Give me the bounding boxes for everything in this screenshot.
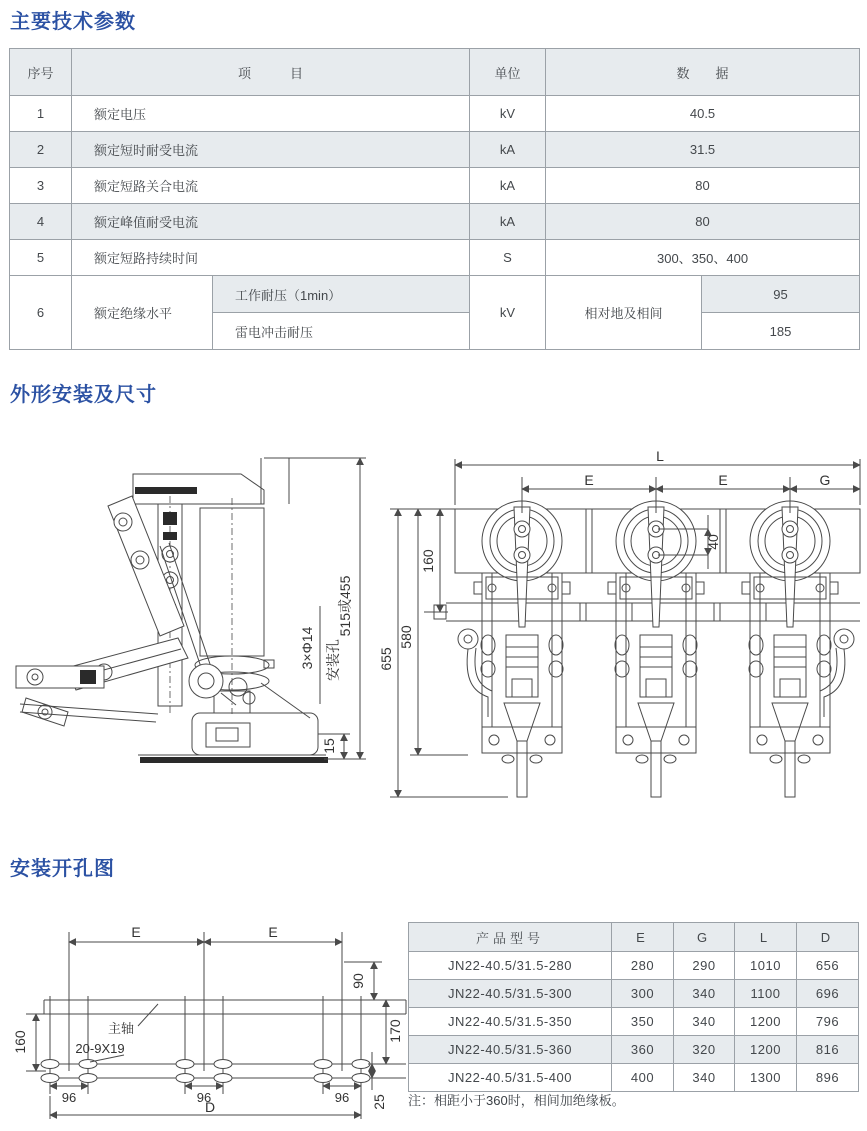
cell-D: 796 [797,1008,859,1036]
cell-E: 280 [612,952,674,980]
header-data: 数 据 [546,49,860,96]
cell-D: 896 [797,1064,859,1092]
cell-no: 2 [10,132,72,168]
cell-E: 300 [612,980,674,1008]
table-row [10,276,860,313]
dim-label-holes: 3×Φ14 [299,626,315,670]
cell-model: JN22-40.5/31.5-400 [409,1064,612,1092]
dim-label-580: 580 [398,625,414,649]
cell-L: 1300 [735,1064,797,1092]
table-row [409,952,859,980]
dim-label-D: D [204,1099,216,1115]
dim-label-90: 90 [350,973,366,989]
label-main-shaft: 主轴 [107,1021,135,1036]
header-no: 序号 [10,49,72,96]
cell-model: JN22-40.5/31.5-360 [409,1036,612,1064]
cell-data: 80 [546,204,860,240]
front-view-drawing [380,449,865,811]
header-unit: 单位 [470,49,546,96]
header-model: 产品型号 [409,923,612,952]
header-G: G [674,923,735,952]
drill-view-machine [41,932,406,1094]
parameters-table [9,48,860,350]
cell-E: 360 [612,1036,674,1064]
dim-label-96c: 96 [334,1090,350,1105]
cell-data: 185 [702,313,860,350]
cell-data: 31.5 [546,132,860,168]
cell-G: 340 [674,980,735,1008]
cell-unit: kA [470,168,546,204]
dim-label-96a: 96 [61,1090,77,1105]
pole-middle [608,501,704,797]
dim-label-655: 655 [378,647,394,671]
table-row [409,1064,859,1092]
dim-label-base: 15 [321,738,337,754]
table-row [409,1008,859,1036]
cell-item: 额定短时耐受电流 [72,132,470,168]
table-row [409,980,859,1008]
dim-label-mount-hole: 安装孔 [325,639,341,681]
table-row [10,204,860,240]
dim-label-E1: E [131,924,141,940]
table-row [10,132,860,168]
section-title-drill: 安装开孔图 [10,858,115,880]
dim-label-E2: E [268,924,278,940]
cell-item: 额定绝缘水平 [72,276,213,350]
header-E: E [612,923,674,952]
dim-label-G: G [819,472,831,488]
cell-data: 300、350、400 [546,240,860,276]
cell-model: JN22-40.5/31.5-350 [409,1008,612,1036]
cell-item: 额定短路持续时间 [72,240,470,276]
model-table [408,922,859,1092]
cell-data: 95 [702,276,860,313]
dim-label-96b: 96 [196,1090,212,1105]
cell-unit: S [470,240,546,276]
cell-item: 额定短路关合电流 [72,168,470,204]
cell-unit: kV [470,96,546,132]
cell-no: 3 [10,168,72,204]
cell-D: 656 [797,952,859,980]
table-row [409,1036,859,1064]
cell-unit: kV [470,276,546,350]
cell-condition: 相对地及相间 [546,276,702,350]
cell-no: 5 [10,240,72,276]
cell-no: 1 [10,96,72,132]
cell-data: 80 [546,168,860,204]
cell-unit: kA [470,132,546,168]
dim-label-height: 515或455 [337,575,353,637]
cell-E: 350 [612,1008,674,1036]
cell-no: 6 [10,276,72,350]
cell-model: JN22-40.5/31.5-280 [409,952,612,980]
label-slot-spec: 20-9X19 [75,1041,125,1056]
pole-right [742,501,838,797]
drill-view-drawing [10,916,416,1124]
cell-subitem: 工作耐压（1min） [213,276,470,313]
dim-label-E2: E [718,472,728,488]
cell-item: 额定峰值耐受电流 [72,204,470,240]
dim-label-40: 40 [705,534,721,550]
cell-L: 1100 [735,980,797,1008]
cell-item: 额定电压 [72,96,470,132]
table-note: 注：相距小于360时，相间加绝缘板。 [408,1093,625,1108]
cell-no: 4 [10,204,72,240]
header-item: 项 目 [72,49,470,96]
section-title-parameters: 主要技术参数 [10,11,136,33]
dim-label-170: 170 [387,1019,403,1043]
table-row [10,96,860,132]
cell-L: 1010 [735,952,797,980]
cell-L: 1200 [735,1036,797,1064]
dim-label-160: 160 [12,1030,28,1054]
cell-subitem: 雷电冲击耐压 [213,313,470,350]
cell-G: 320 [674,1036,735,1064]
header-L: L [735,923,797,952]
cell-model: JN22-40.5/31.5-300 [409,980,612,1008]
table-row [10,240,860,276]
cell-L: 1200 [735,1008,797,1036]
cell-D: 816 [797,1036,859,1064]
cell-G: 290 [674,952,735,980]
cell-G: 340 [674,1008,735,1036]
cell-data: 40.5 [546,96,860,132]
header-D: D [797,923,859,952]
cell-G: 340 [674,1064,735,1092]
cell-unit: kA [470,204,546,240]
dim-label-E1: E [584,472,594,488]
dim-label-25: 25 [371,1094,387,1110]
table-header-row [409,923,859,952]
table-header-row [10,49,860,96]
dim-label-L: L [656,448,664,464]
side-view-drawing [8,446,380,814]
cell-E: 400 [612,1064,674,1092]
cell-D: 696 [797,980,859,1008]
dim-label-160: 160 [420,549,436,573]
section-title-outline: 外形安装及尺寸 [10,384,157,406]
pole-left [474,501,570,797]
side-view-machine [16,458,328,763]
table-row [10,168,860,204]
